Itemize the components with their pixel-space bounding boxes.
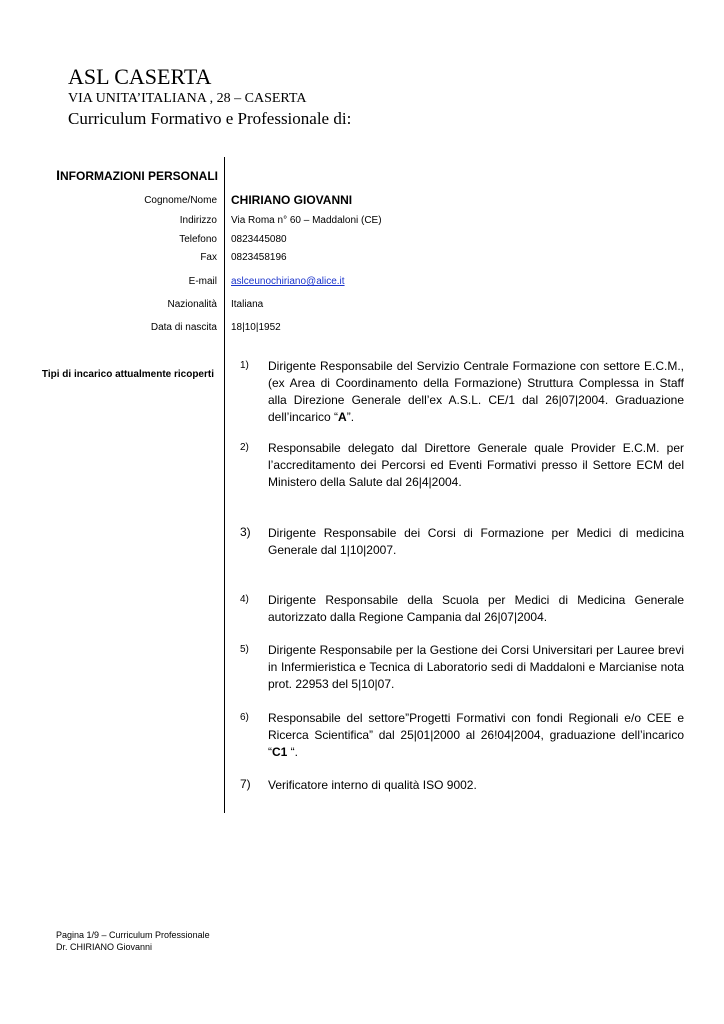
role-text: Responsabile del settore”Progetti Formativi con fondi Regionali e/o CEE e Ricerca Scientifica” dal 25|01|2000 al 26!04|2004, graduazione dell’incarico “C1 “. — [268, 711, 684, 759]
label-name: Cognome/Nome — [144, 195, 217, 206]
org-title: ASL CASERTA — [68, 64, 212, 89]
role-number: 5) — [240, 644, 249, 655]
label-address: Indirizzo — [179, 215, 217, 226]
label-phone: Telefono — [179, 234, 217, 245]
value-phone: 0823445080 — [231, 234, 287, 245]
value-name: CHIRIANO GIOVANNI — [231, 193, 353, 207]
label-birthdate: Data di nascita — [150, 322, 217, 333]
footer-author: Dr. CHIRIANO Giovanni — [56, 942, 153, 952]
role-text: Dirigente Responsabile per la Gestione dei Corsi Universitari per Lauree brevi in Infermieristica e Tecnica di Laboratorio sedi di Maddaloni e Marcianise nota prot. 22953 del 5|10|07. — [268, 643, 684, 691]
role-number: 1) — [240, 360, 249, 371]
label-email: E-mail — [188, 276, 217, 287]
role-number: 4) — [240, 594, 249, 605]
role-number: 6) — [240, 712, 249, 723]
value-nationality: Italiana — [231, 299, 264, 310]
role-text: Dirigente Responsabile della Scuola per Medici di Medicina Generale autorizzato dalla Regione Campania dal 26|07|2004. — [268, 593, 684, 624]
role-number: 2) — [240, 442, 249, 453]
value-birthdate: 18|10|1952 — [231, 322, 281, 333]
role-text: Dirigente Responsabile del Servizio Centrale Formazione con settore E.C.M., (ex Area di Coordinamento della Formazione) Struttura Complessa in Staff alla Direzione Generale dell’ex A.S.L. CE/1 dal 26|07|2004. Graduazione dell’incarico “A”. — [268, 359, 684, 424]
email-link[interactable]: aslceunochiriano@alice.it — [231, 276, 345, 287]
footer-page-info: Pagina 1/9 – Curriculum Professionale — [56, 930, 210, 940]
label-nationality: Nazionalità — [167, 299, 217, 310]
label-fax: Fax — [200, 252, 217, 263]
role-number: 3) — [240, 525, 251, 539]
role-text: Responsabile delegato dal Direttore Generale quale Provider E.C.M. per l’accreditamento dei Percorsi ed Eventi Formativi presso il Settore ECM del Ministero della Salute dal 26|4|2004. — [268, 441, 684, 489]
role-text: Dirigente Responsabile dei Corsi di Formazione per Medici di medicina Generale dal 1|10|2007. — [268, 526, 684, 557]
value-fax: 0823458196 — [231, 252, 287, 263]
role-text: Verificatore interno di qualità ISO 9002. — [268, 778, 477, 792]
document-subtitle: Curriculum Formativo e Professionale di: — [68, 109, 352, 128]
page-footer — [56, 929, 210, 953]
role-number: 7) — [240, 777, 251, 791]
section-title-personal: INFORMAZIONI PERSONALI — [56, 167, 218, 183]
org-address: VIA UNITA’ITALIANA , 28 – CASERTA — [68, 91, 307, 106]
roles-label: Tipi di incarico attualmente ricoperti — [41, 369, 214, 380]
value-address: Via Roma n° 60 – Maddaloni (CE) — [231, 215, 382, 226]
column-divider — [224, 157, 225, 813]
